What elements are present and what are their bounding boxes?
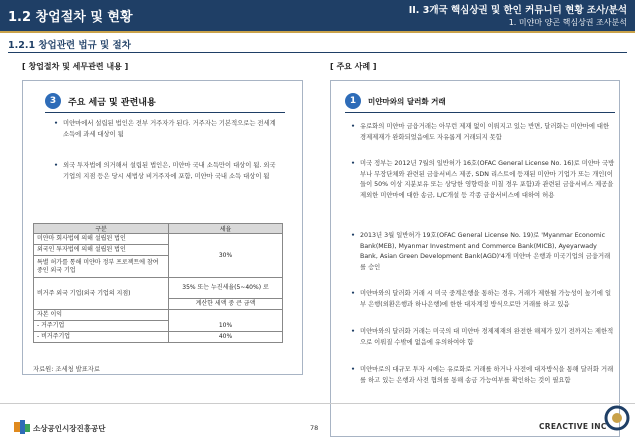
agency-logo-icon [14,420,30,434]
bullet-icon: • [351,232,356,239]
table-cell: 30% [169,234,283,278]
subsection-title: 1.2.1 창업관련 법규 및 절차 [8,40,131,51]
list-item: • 미얀마와의 달러화 거래 시 미국 중계은행을 통하는 경우, 거래가 제한될 가능성이 높기에 일부 은행(외환은행과 하나은행)에 한한 대자계정 방식으로만 거래를 하고 있음 [351,290,612,308]
list-item: • 유로화의 미얀마 금융거래는 아무런 제재 없이 이뤄지고 있는 반면, 달러화는 미얀마에 대한 경제제재가 완화되었음에도 자유롭게 거래되지 못함 [351,123,610,141]
table-header-row [34,224,283,234]
table-cell: 계산한 세액 중 큰 금액 [169,298,283,309]
table-header-rate: 세율 [169,224,283,234]
subsection-divider [8,52,627,53]
list-item: • 미얀마로의 대규모 투자 시에는 유로화로 거래를 하거나 사전에 대자방식을 통해 달러화 거래를 하고 있는 은행과 사전 협의를 통해 송금 가능여부를 확인하는 것이 필요함 [351,366,614,384]
table-cell: 40% [169,332,283,343]
tax-rate-table [33,223,283,343]
list-item: • 미얀마와의 달러화 거래는 미국의 대 미얀마 경제제재의 완전한 해제가 있기 전까지는 제한적으로 이뤄질 수밖에 없음에 유의하여야 함 [351,328,614,346]
list-item: • 미얀마에서 설립된 법인은 전부 거주자가 된다. 거주자는 기본적으로는 전세계 소득에 과세 대상이 됨 [54,120,276,138]
heading-underline [345,112,615,113]
bullet-icon: • [54,162,59,169]
bullet-icon: • [351,123,356,130]
list-item: • 미국 정부는 2012년 7월의 일반허가 16호(OFAC General License No. 16)로 미얀마 국방부나 무장단체와 관련된 금융서비스 제공, SDN 리스트에 등재된 미얀마 기업가 또는 개인(이들이 50% 이상 지분보유 또는 상당한 영향력을 미칠 경우 포함)과 관련된 금융서비스 제공을 제외한 미얀마에 대한 송금, L/C개설 등 각종 금융서비스에 대하여 허용 [351,160,615,199]
bullet-icon: • [351,290,356,297]
section-title: 1. 미얀마 양곤 핵심상권 조사분석 [508,18,627,27]
company-logo-icon [604,405,630,431]
chapter-title: II. 3개국 핵심상권 및 한인 커뮤니티 현황 조사/분석 [408,5,627,16]
table-cell: - 거주기업 [34,321,169,332]
list-item: • 외국 투자법에 의거해서 설립된 법인은, 미얀마 국내 소득만이 대상이 됨. 외국 기업의 지점 등은 당시 세법상 비거주자에 포함, 미얀마 국내 소득 대상이 됨 [54,162,276,180]
agency-name: 소상공인시장진흥공단 [33,424,106,433]
bullet-icon: • [54,120,59,127]
page-header [0,0,635,31]
table-cell: 자본 이익 [34,310,169,321]
page-number: 78 [310,424,319,432]
table-cell: 비거주 외국 기업(외국 기업의 지점) [34,278,169,310]
table-header-category: 구분 [34,224,169,234]
heading-underline [45,112,285,113]
tax-panel-heading: 주요 세금 및 관련내용 [68,98,156,108]
table-row [34,310,283,321]
panel-number-badge: 3 [45,93,61,109]
table-cell: 35% 또는 누진세율(5~40%) 로 [169,278,283,299]
table-cell: 특별 허가를 통해 미얀마 정부 프로젝트에 참여 중인 외국 기업 [34,256,169,278]
header-accent-bar [0,31,635,33]
table-row [34,332,283,343]
footer-divider [0,403,635,404]
right-section-label: [ 주요 사례 ] [330,62,377,71]
table-source-note: 자료원: 조세청 발표자료 [33,366,100,373]
case-panel-heading: 미얀마와의 달러화 거래 [368,97,446,106]
table-cell: 10% [169,310,283,332]
table-cell: 미얀마 회사법에 의해 설립된 법인 [34,234,169,245]
panel-number-badge: 1 [345,93,361,109]
table-row [34,278,283,299]
table-cell: 외국인 투자법에 의해 설립된 법인 [34,245,169,256]
table-row [34,234,283,245]
bullet-icon: • [351,160,356,167]
table-cell: - 비거주기업 [34,332,169,343]
bullet-icon: • [351,366,356,373]
company-logo-text: CREΛCTIVE INC [539,422,607,431]
bullet-icon: • [351,328,356,335]
left-section-label: [ 창업절차 및 세무관련 내용 ] [22,62,129,71]
list-item: • 2013년 3월 일반허가 19호(OFAC General License No. 19)로 'Myanmar Economic Bank(MEB), Myanmar Investment and Commerce Bank(MICB), Ayeyarwady Bank, Asian Green Development Bank(AGD)'4개 미얀마 은행과 미국기업의 금융거래를 승인 [351,232,611,271]
page-title: 1.2 창업절차 및 현황 [8,10,133,25]
